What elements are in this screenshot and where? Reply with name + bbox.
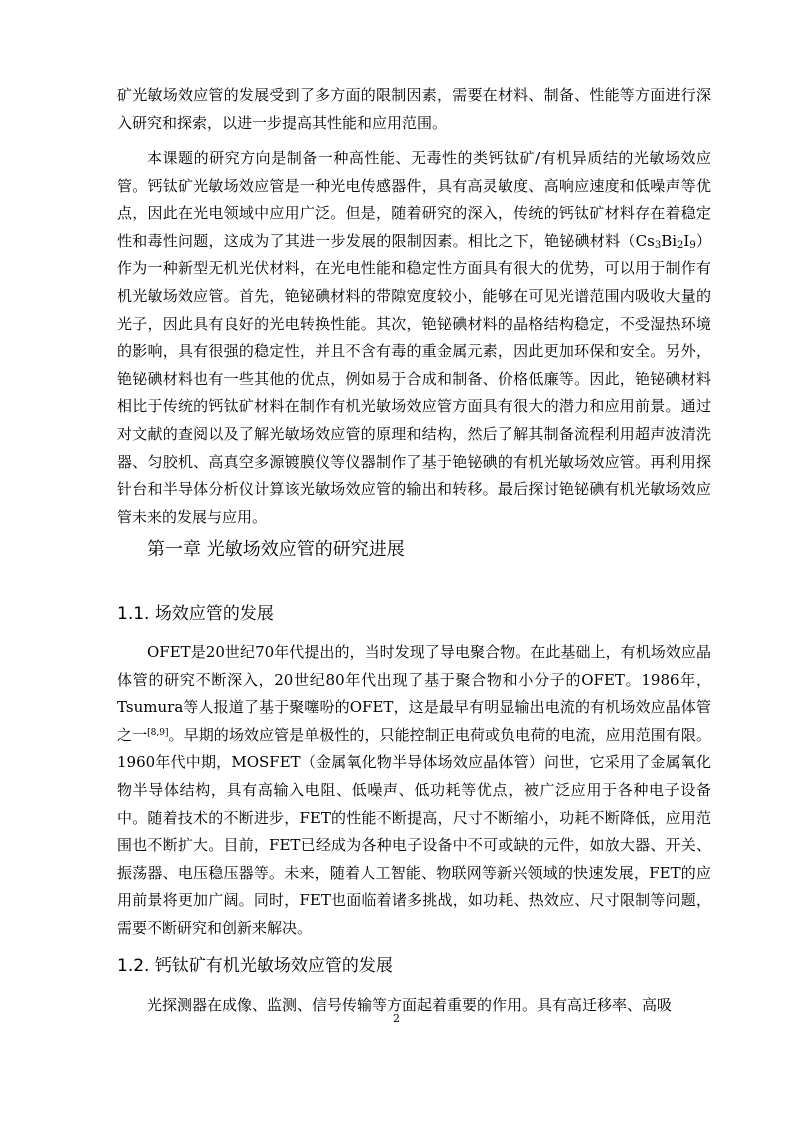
paragraph-text: OFET是20世纪70年代提出的，当时发现了导电聚合物。在此基础上，有机场效应晶体管的研究不断深入，20世纪80年代出现了基于聚合物和小分子的OFET。1986年，Tsumura等人报道了基于聚噻吩的OFET，这是最早有明显输出电流的有机场效应晶体管之一 (117, 643, 711, 744)
paragraph-fet-history (117, 639, 711, 943)
subscript: 3 (654, 239, 662, 251)
paragraph-text: 本课题的研究方向是制备一种高性能、无毒性的类钙钛矿/有机异质结的光敏场效应管。钙钛矿光敏场效应管是一种光电传感器件，具有高灵敏度、高响应速度和低噪声等优点，因此在光电领域中应用广泛。但是，随着研究的深入，传统的钙钛矿材料存在着稳定性和毒性问题，这成为了其进一步发展的限制因素。相比之下，铯铋碘材料（Cs (117, 149, 711, 250)
section-heading-1-1: 1.1. 场效应管的发展 (117, 604, 274, 624)
citation-superscript: [8,9] (147, 727, 169, 738)
paragraph-text: 矿光敏场效应管的发展受到了多方面的限制因素，需要在材料、制备、性能等方面进行深入研究和探索，以进一步提高其性能和应用范围。 (117, 86, 711, 132)
subscript: 9 (689, 239, 696, 251)
paragraph-research-direction (117, 145, 711, 531)
subscript: 2 (677, 239, 684, 251)
paragraph-text: Bi (661, 231, 678, 250)
paragraph-text: I (683, 231, 690, 250)
paragraph-text: ）作为一种新型无机光伏材料，在光电性能和稳定性方面具有很大的优势，可以用于制作有机光敏场效应管。首先，铯铋碘材料的带隙宽度较小，能够在可见光谱范围内吸收大量的光子，因此具有良好的光电转换性能。其次，铯铋碘材料的晶格结构稳定，不受湿热环境的影响，具有很强的稳定性，并且不含有毒的重金属元素，因此更加环保和安全。另外，铯铋碘材料也有一些其他的优点，例如易于合成和制备、价格低廉等。因此，铯铋碘材料相比于传统的钙钛矿材料在制作有机光敏场效应管方面具有很大的潜力和应用前景。通过对文献的查阅以及了解光敏场效应管的原理和结构，然后了解其制备流程利用超声波清洗器、匀胶机、高真空多源镀膜仪等仪器制作了基于铯铋碘的有机光敏场效应管。再利用探针台和半导体分析仪计算该光敏场效应管的输出和转移。最后探讨铯铋碘有机光敏场效应管未来的发展与应用。 (117, 231, 711, 526)
chapter-heading: 第一章 光敏场效应管的研究进展 (147, 539, 405, 560)
page-number: 2 (393, 1012, 400, 1025)
paragraph-text: 。早期的场效应管是单极性的，只能控制正电荷或负电荷的电流，应用范围有限。1960年代中期，MOSFET（金属氧化物半导体场效应晶体管）问世，它采用了金属氧化物半导体结构，具有高输入电阻、低噪声、低功耗等优点，被广泛应用于各种电子设备中。随着技术的不断进步，FET的性能不断提高，尺寸不断缩小，功耗不断降低，应用范围也不断扩大。目前，FET已经成为各种电子设备中不可或缺的元件，如放大器、开关、振荡器、电压稳压器等。未来，随着人工智能、物联网等新兴领域的快速发展，FET的应用前景将更加广阔。同时，FET也面临着诸多挑战，如功耗、热效应、尺寸限制等问题，需要不断研究和创新来解决。 (117, 725, 711, 937)
paragraph-intro-continuation (117, 82, 711, 137)
paragraph-text: 光探测器在成像、监测、信号传输等方面起着重要的作用。具有高迁移率、高吸 (147, 996, 673, 1014)
section-heading-1-2: 1.2. 钙钛矿有机光敏场效应管的发展 (117, 956, 393, 976)
